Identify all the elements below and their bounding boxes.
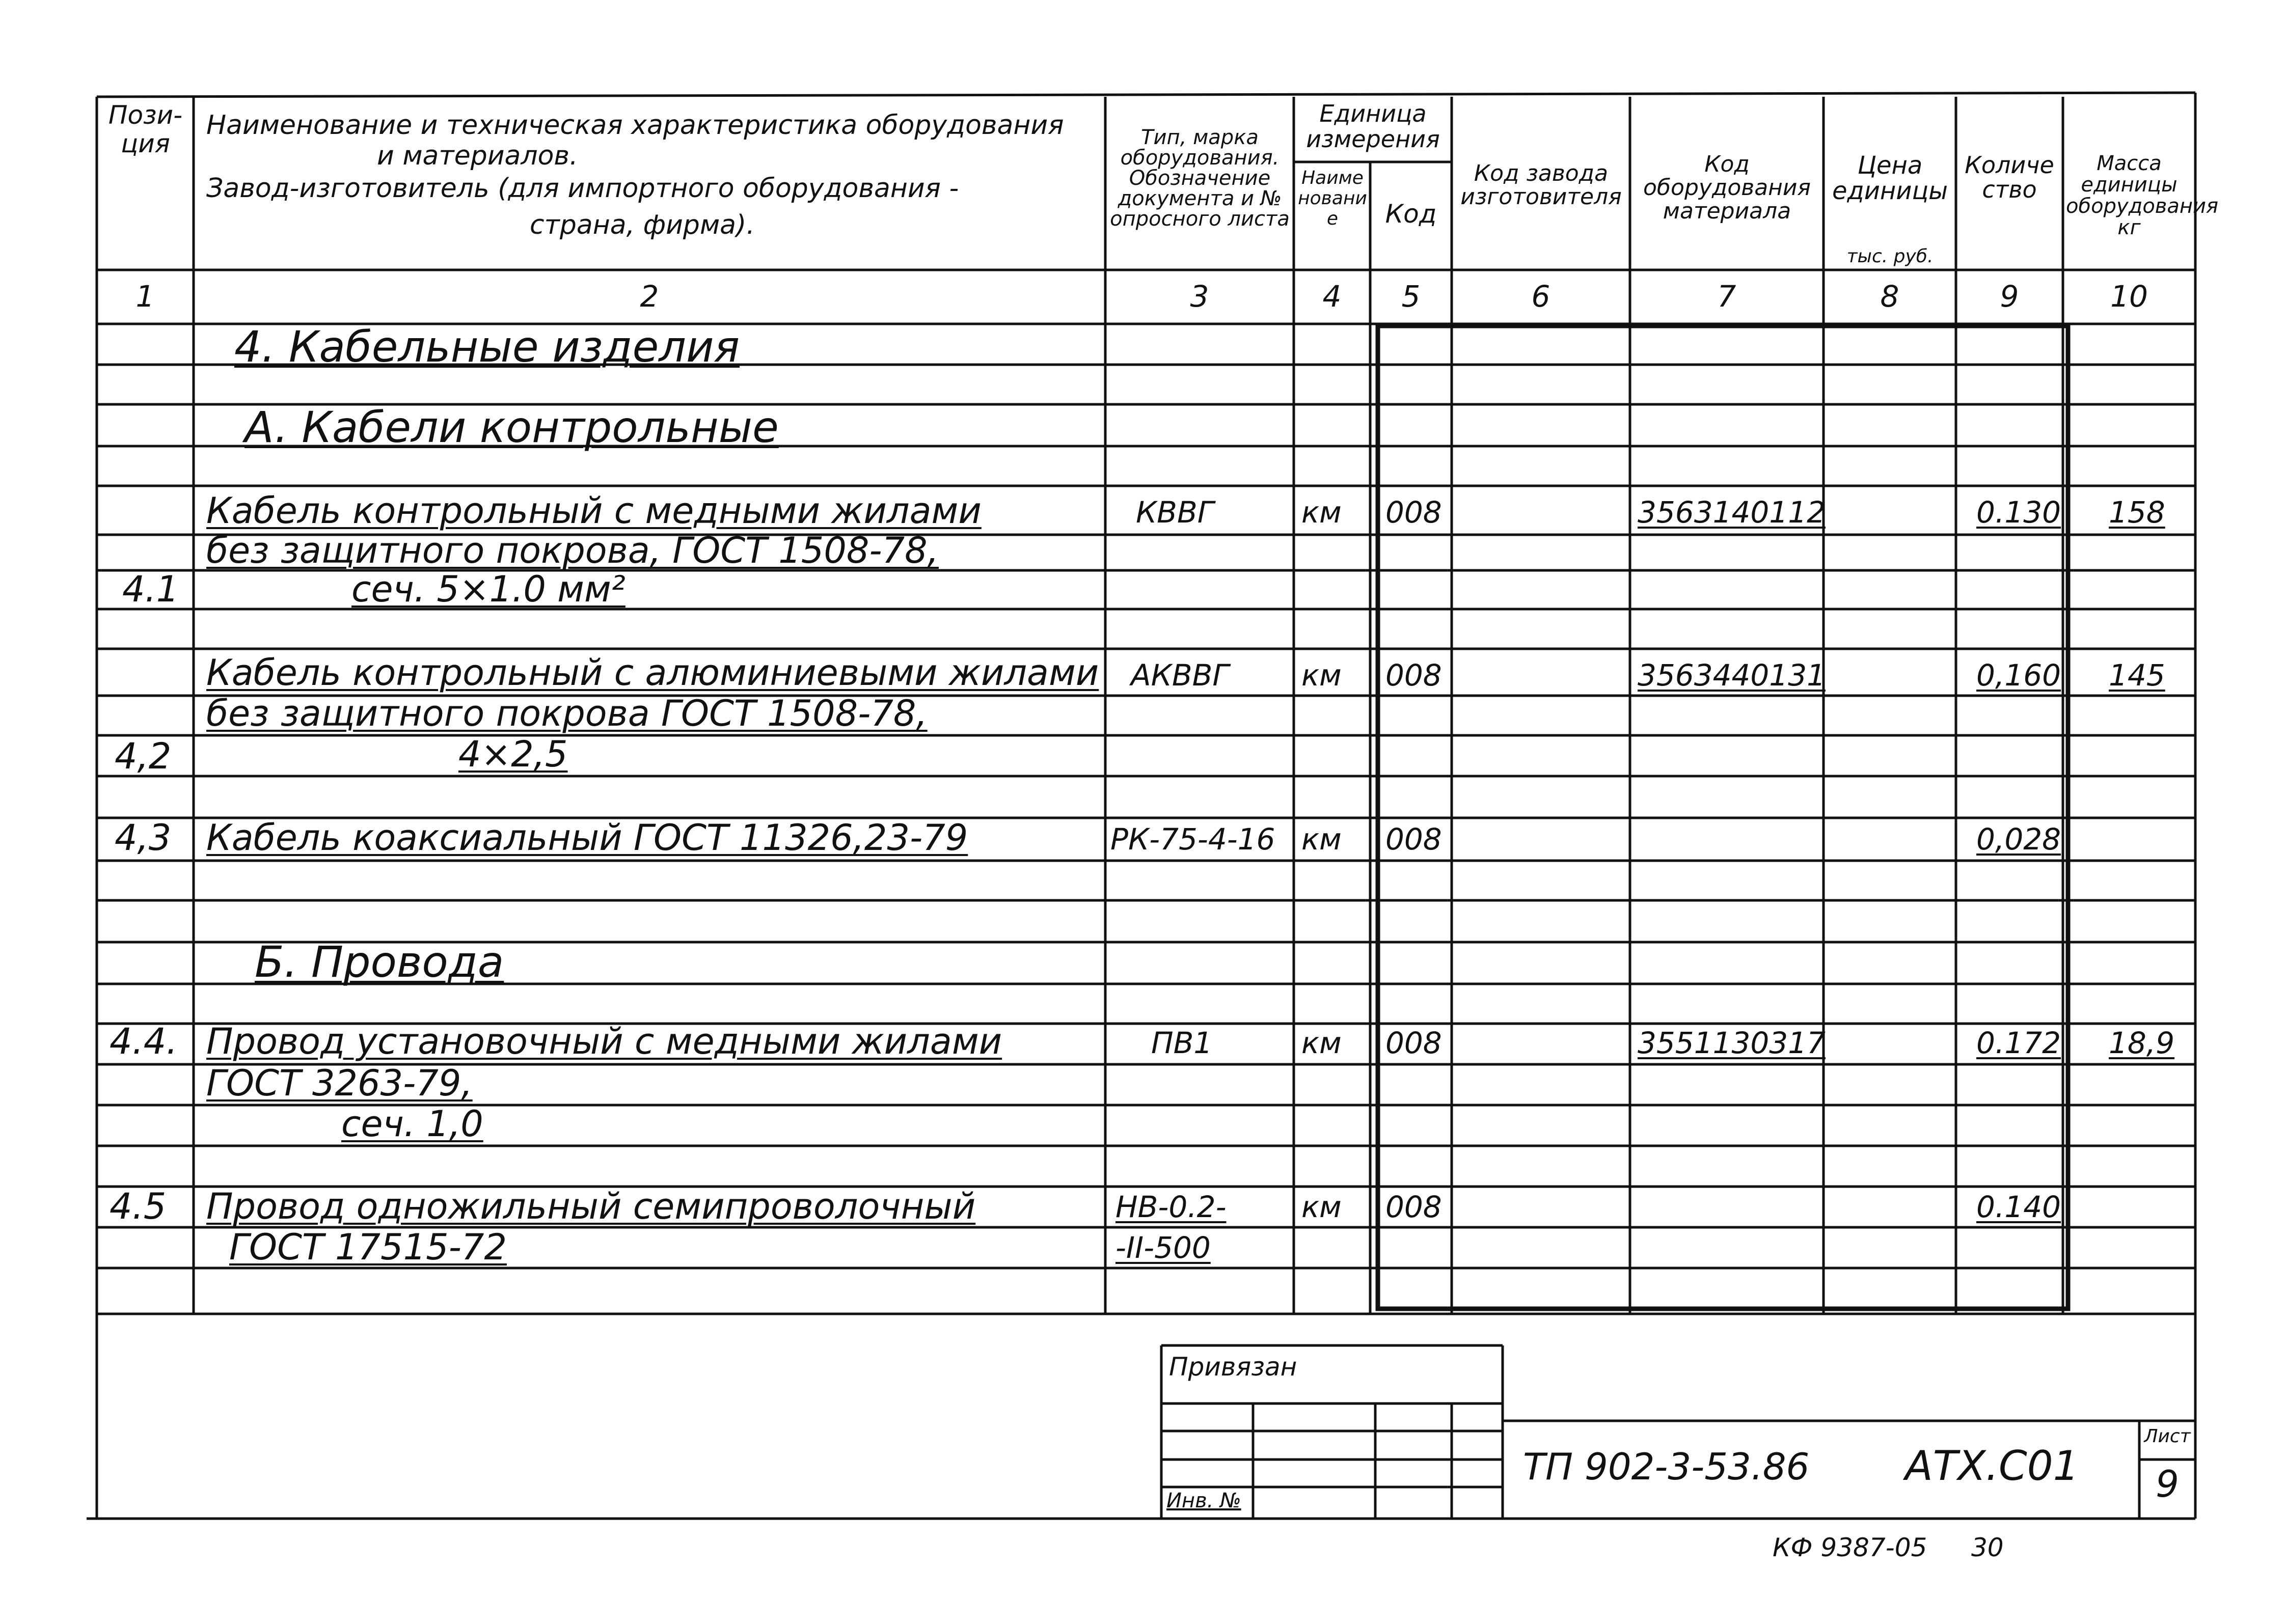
footer-code: КФ 9387-05 — [1773, 1533, 1927, 1562]
stamp-privyazan: Привязан — [1169, 1352, 1297, 1382]
item-4-4-unit: км — [1301, 1026, 1342, 1060]
item-4-5-unit: км — [1301, 1190, 1342, 1224]
item-4-1-type: КВВГ — [1136, 495, 1214, 530]
item-4-2-name-line2: без защитного покрова ГОСТ 1508-78, — [206, 693, 928, 734]
stamp-document-code: ТП 902-3-53.86 — [1523, 1445, 1810, 1488]
col-number-2: 2 — [640, 279, 659, 314]
header-unit-group: Единица измерения — [1306, 100, 1440, 153]
item-4-2-type: АКВВГ — [1131, 658, 1229, 693]
item-4-3-type: РК-75-4-16 — [1110, 822, 1275, 857]
item-4-3-quantity: 0,028 — [1976, 822, 2061, 857]
col-number-8: 8 — [1880, 279, 1899, 314]
item-4-2-position: 4,2 — [115, 735, 172, 777]
item-4-3-code: 008 — [1385, 822, 1442, 857]
stamp-document-mark: АТХ.С01 — [1905, 1442, 2079, 1490]
footer-number: 30 — [1971, 1533, 2004, 1562]
col-number-10: 10 — [2110, 279, 2148, 314]
header-col4: Наименование — [1298, 168, 1367, 229]
col-number-9: 9 — [2000, 279, 2019, 314]
item-4-5-type-line2: -II-500 — [1115, 1230, 1211, 1265]
item-4-2-name-line3: 4×2,5 — [458, 733, 568, 775]
item-4-5-name-line1: Провод одножильный семипроволочный — [206, 1186, 976, 1227]
item-4-2-name-line1: Кабель контрольный с алюминиевыми жилами — [206, 652, 1099, 694]
header-col2-line1: Наименование и техническая характеристика оборудования — [206, 110, 1064, 141]
item-4-2-mass: 145 — [2109, 658, 2165, 693]
item-4-4-type: ПВ1 — [1151, 1026, 1213, 1060]
stamp-inv-number: Инв. № — [1166, 1489, 1241, 1512]
item-4-5-position: 4.5 — [110, 1186, 167, 1227]
item-4-5-type-line1: НВ-0.2- — [1115, 1190, 1227, 1224]
item-4-4-mass: 18,9 — [2109, 1026, 2175, 1060]
item-4-3-name-line1: Кабель коаксиальный ГОСТ 11326,23-79 — [206, 817, 968, 859]
section-wires: Б. Провода — [255, 937, 504, 987]
header-col1: Пози- ция — [108, 100, 183, 158]
item-4-2-material-code: 3563440131 — [1638, 658, 1826, 693]
item-4-1-material-code: 3563140112 — [1638, 495, 1826, 530]
item-4-1-name-line3: сеч. 5×1.0 мм² — [351, 568, 625, 610]
item-4-4-name-line3: сеч. 1,0 — [341, 1103, 483, 1145]
item-4-4-position: 4.4. — [110, 1021, 178, 1062]
item-4-1-position: 4.1 — [122, 568, 179, 610]
item-4-1-code: 008 — [1385, 495, 1442, 530]
item-4-4-name-line1: Провод установочный с медными жилами — [206, 1021, 1002, 1062]
item-4-5-name-line2: ГОСТ 17515-72 — [229, 1226, 507, 1268]
item-4-5-quantity: 0.140 — [1976, 1190, 2061, 1224]
item-4-1-name-line1: Кабель контрольный с медными жилами — [206, 490, 982, 532]
item-4-1-quantity: 0.130 — [1976, 495, 2061, 530]
item-4-4-code: 008 — [1385, 1026, 1442, 1060]
header-col2-line3: Завод-изготовитель (для импортного оборудования - — [206, 173, 959, 204]
item-4-5-code: 008 — [1385, 1190, 1442, 1224]
stamp-sheet-label: Лист — [2144, 1426, 2191, 1447]
col-number-3: 3 — [1190, 279, 1209, 314]
col-number-4: 4 — [1322, 279, 1342, 314]
header-col8-unit: тыс. руб. — [1846, 246, 1934, 267]
item-4-4-name-line2: ГОСТ 3263-79, — [206, 1062, 473, 1104]
item-4-3-position: 4,3 — [115, 817, 172, 859]
col-number-5: 5 — [1401, 279, 1421, 314]
item-4-1-name-line2: без защитного покрова, ГОСТ 1508-78, — [206, 530, 939, 571]
header-col2-line4: страна, фирма). — [530, 210, 755, 240]
col-number-7: 7 — [1717, 279, 1736, 314]
section-cable-products: 4. Кабельные изделия — [234, 322, 740, 372]
item-4-4-quantity: 0.172 — [1976, 1026, 2061, 1060]
item-4-1-unit: км — [1301, 495, 1342, 530]
item-4-1-mass: 158 — [2109, 495, 2165, 530]
item-4-3-unit: км — [1301, 822, 1342, 857]
header-col2-line2: и материалов. — [377, 141, 578, 171]
section-control-cables: A. Кабели контрольные — [244, 402, 779, 452]
stamp-sheet-number: 9 — [2156, 1463, 2179, 1505]
header-col5: Код — [1385, 199, 1437, 229]
col-number-1: 1 — [135, 279, 155, 314]
header-col6: Код завода изготовителя — [1460, 160, 1622, 210]
item-4-2-code: 008 — [1385, 658, 1442, 693]
header-col8: Цена единицы — [1832, 151, 1948, 205]
item-4-2-unit: км — [1301, 658, 1342, 693]
col-number-6: 6 — [1531, 279, 1550, 314]
header-col10: Масса единицы оборудования кг — [2066, 152, 2219, 239]
header-col7: Код оборудования материала — [1643, 151, 1811, 224]
header-col3: Тип, марка оборудования. Обозначение документа и № опросного листа — [1110, 126, 1290, 231]
item-4-4-material-code: 3551130317 — [1638, 1026, 1826, 1060]
header-col9: Количество — [1965, 151, 2054, 203]
item-4-2-quantity: 0,160 — [1976, 658, 2061, 693]
